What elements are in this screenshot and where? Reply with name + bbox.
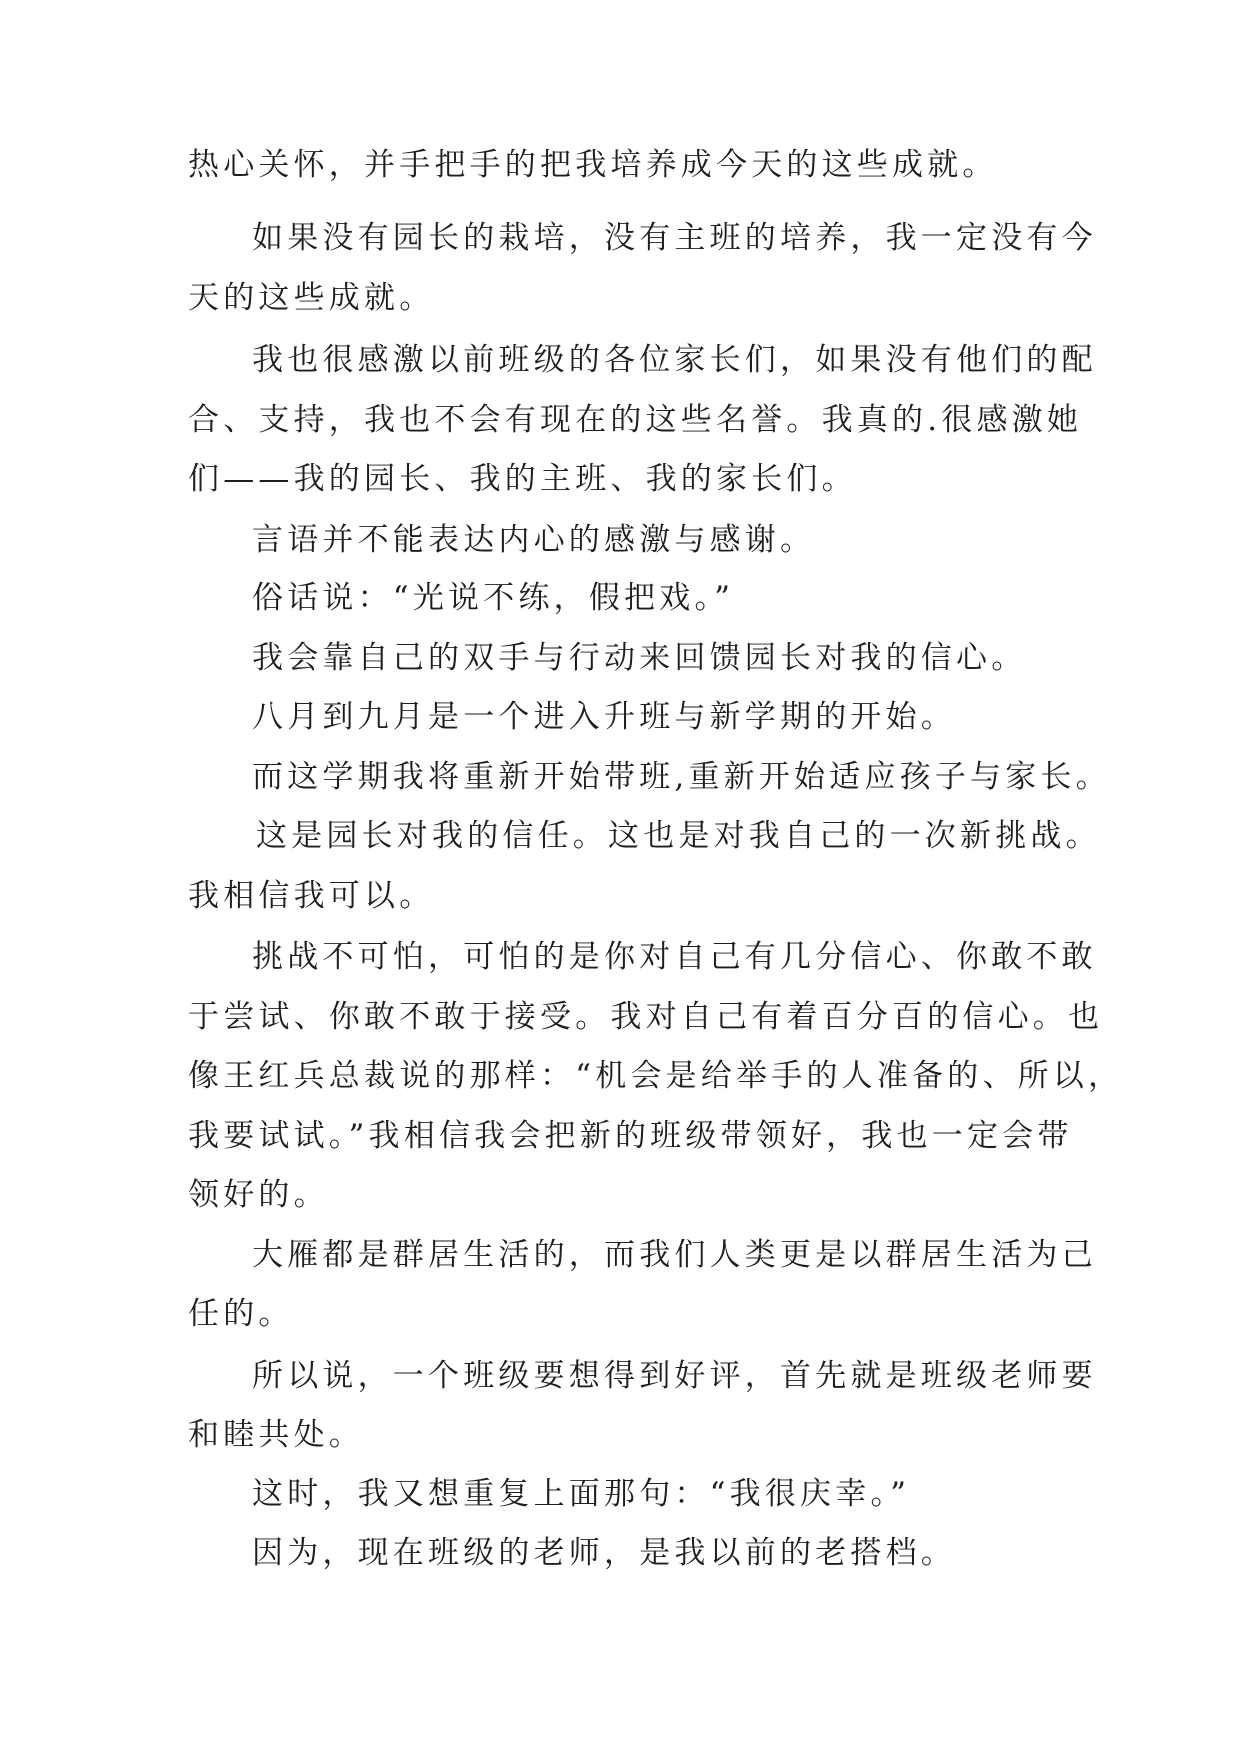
text-line-16: 像王红兵总裁说的那样：“机会是给举手的人准备的、所以，	[188, 1058, 1124, 1094]
text-line-17: 我要试试。”我相信我会把新的班级带领好，我也一定会带	[188, 1118, 1073, 1154]
text-line-24: 因为，现在班级的老师，是我以前的老搭档。	[252, 1535, 956, 1571]
text-line-19: 大雁都是群居生活的，而我们人类更是以群居生活为己	[252, 1237, 1097, 1273]
text-line-18: 领好的。	[188, 1177, 329, 1213]
text-line-15: 于尝试、你敢不敢于接受。我对自己有着百分百的信心。也	[188, 999, 1104, 1035]
text-line-8: 俗话说：“光说不练，假把戏。”	[252, 580, 735, 616]
text-line-20: 任的。	[188, 1296, 294, 1332]
text-line-7: 言语并不能表达内心的感激与感谢。	[252, 522, 816, 558]
text-line-5: 合、支持，我也不会有现在的这些名誉。我真的.很感激她	[188, 402, 1083, 438]
text-line-23: 这时，我又想重复上面那句：“我很庆幸。”	[252, 1476, 911, 1512]
text-line-11: 而这学期我将重新开始带班,重新开始适应孩子与家长。	[252, 759, 1111, 795]
text-line-22: 和睦共处。	[188, 1417, 364, 1453]
text-line-14: 挑战不可怕，可怕的是你对自己有几分信心、你敢不敢	[252, 939, 1097, 975]
text-line-13: 我相信我可以。	[188, 878, 435, 914]
text-line-2: 如果没有园长的栽培，没有主班的培养，我一定没有今	[252, 220, 1097, 256]
text-line-4: 我也很感激以前班级的各位家长们，如果没有他们的配	[252, 342, 1097, 378]
text-line-12: 这是园长对我的信任。这也是对我自己的一次新挑战。	[256, 818, 1101, 854]
text-line-6: 们——我的园长、我的主班、我的家长们。	[188, 461, 857, 497]
text-line-1: 热心关怀，并手把手的把我培养成今天的这些成就。	[188, 147, 998, 183]
text-line-9: 我会靠自己的双手与行动来回馈园长对我的信心。	[252, 640, 1027, 676]
text-line-3: 天的这些成就。	[188, 280, 435, 316]
text-line-10: 八月到九月是一个进入升班与新学期的开始。	[252, 699, 956, 735]
text-line-21: 所以说，一个班级要想得到好评，首先就是班级老师要	[252, 1358, 1097, 1394]
